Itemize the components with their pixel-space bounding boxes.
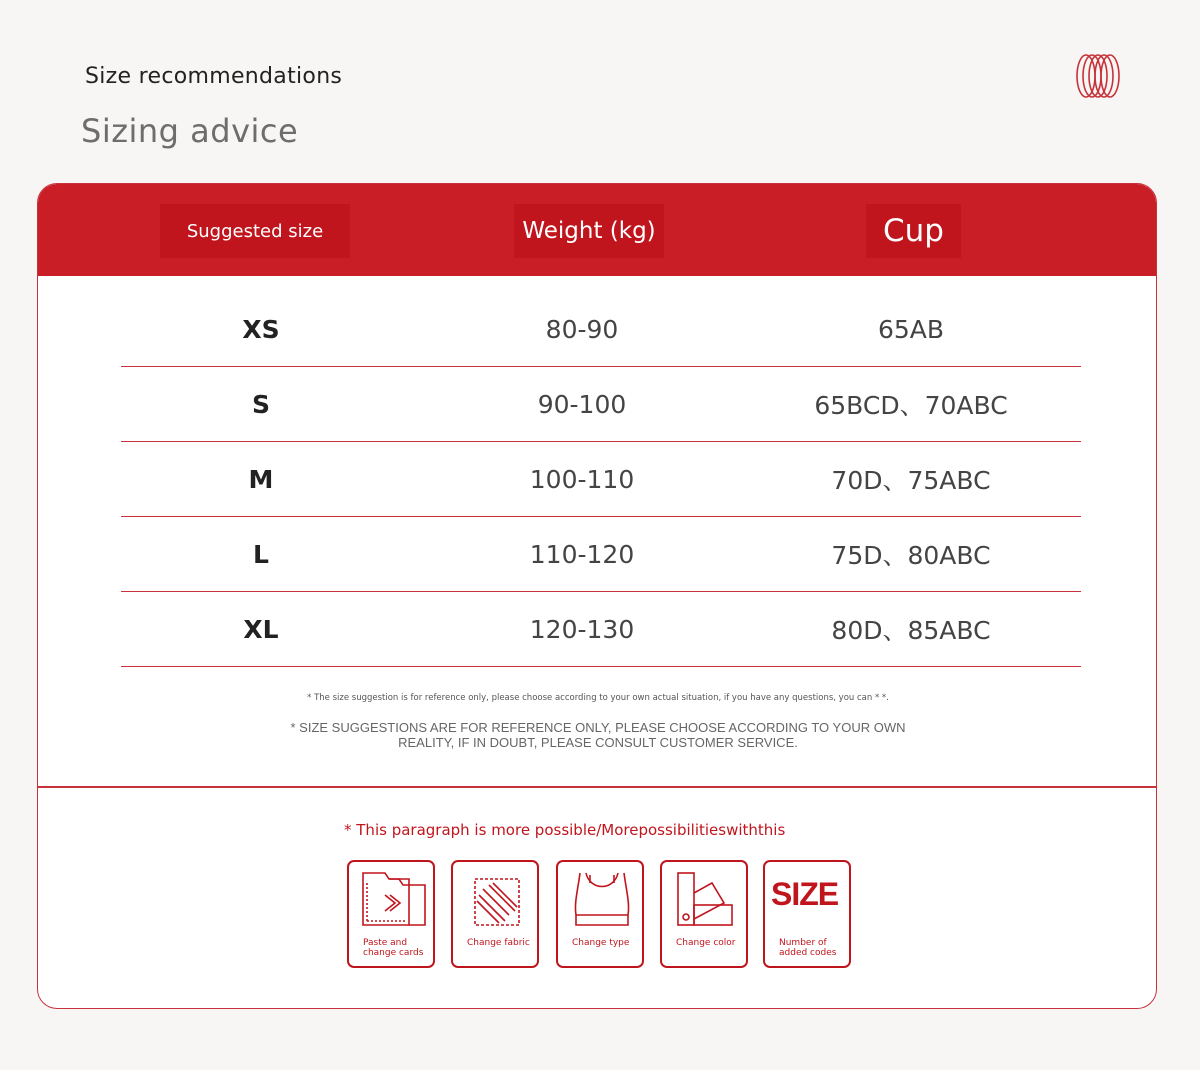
customization-promo-text: * This paragraph is more possible/Morepossibilitieswiththis bbox=[344, 821, 786, 839]
option-change-color bbox=[660, 860, 748, 968]
option-label: Change fabric bbox=[467, 938, 530, 948]
size-cell: XS bbox=[242, 314, 280, 344]
cup-cell: 65AB bbox=[877, 314, 945, 344]
table-row bbox=[121, 442, 1081, 517]
column-header-size: Suggested size bbox=[160, 204, 350, 258]
section-divider bbox=[38, 786, 1156, 788]
weight-cell: 90-100 bbox=[537, 389, 627, 419]
rings-logo-icon bbox=[1074, 52, 1122, 100]
size-cell: XL bbox=[243, 614, 279, 644]
column-header-cup: Cup bbox=[866, 204, 961, 258]
size-cell: L bbox=[253, 539, 269, 569]
cup-cell: 70D、75ABC bbox=[831, 466, 991, 495]
page-title: Sizing advice bbox=[81, 112, 299, 150]
option-label: Paste and change cards bbox=[363, 938, 424, 958]
cup-cell: 65BCD、70ABC bbox=[814, 391, 1008, 420]
garment-icon bbox=[568, 869, 636, 931]
page-subtitle: Size recommendations bbox=[85, 64, 343, 89]
option-label: Change type bbox=[572, 938, 630, 948]
color-swatch-icon bbox=[672, 869, 740, 931]
option-label: Change color bbox=[676, 938, 736, 948]
column-header-weight: Weight (kg) bbox=[514, 204, 664, 258]
table-row bbox=[121, 517, 1081, 592]
option-label: Number of added codes bbox=[779, 938, 837, 958]
size-chart-card bbox=[37, 183, 1157, 1009]
table-row bbox=[121, 292, 1081, 367]
weight-cell: 80-90 bbox=[545, 314, 619, 344]
option-paste-cards bbox=[347, 860, 435, 968]
weight-cell: 120-130 bbox=[529, 614, 635, 644]
reference-note-large: * SIZE SUGGESTIONS ARE FOR REFERENCE ONLY, PLEASE CHOOSE ACCORDING TO YOUR OWN REALITY, IF IN DOUBT, PLEASE CONSULT CUSTOMER SERVICE. bbox=[290, 720, 906, 750]
size-cell: M bbox=[248, 464, 274, 494]
size-icon: SIZE bbox=[771, 876, 839, 912]
option-change-type bbox=[556, 860, 644, 968]
option-add-codes bbox=[763, 860, 851, 968]
size-table bbox=[121, 292, 1081, 667]
weight-cell: 110-120 bbox=[529, 539, 635, 569]
cup-cell: 80D、85ABC bbox=[831, 616, 991, 645]
cup-cell: 75D、80ABC bbox=[831, 541, 991, 570]
weight-cell: 100-110 bbox=[529, 464, 635, 494]
table-header bbox=[38, 184, 1156, 276]
cards-icon bbox=[359, 869, 427, 931]
table-row bbox=[121, 367, 1081, 442]
table-row bbox=[121, 592, 1081, 667]
fabric-icon bbox=[463, 869, 531, 931]
size-cell: S bbox=[251, 389, 270, 419]
reference-note-small: * The size suggestion is for reference only, please choose according to your own actual situation, if you have any questions, you can * *. bbox=[307, 693, 889, 703]
option-change-fabric bbox=[451, 860, 539, 968]
